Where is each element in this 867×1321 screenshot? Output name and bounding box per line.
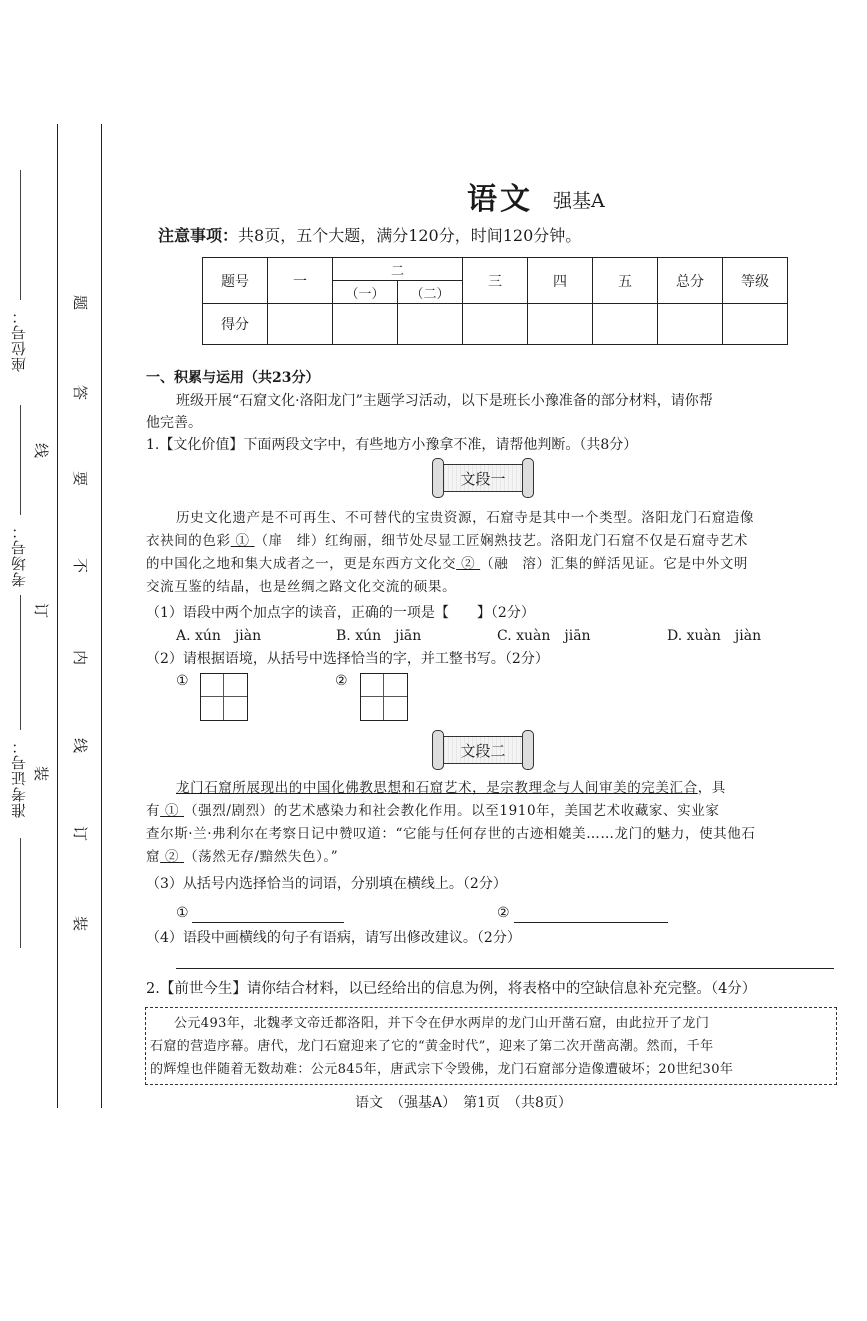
banner-passage-1 [432,458,534,498]
name-field[interactable] [20,838,21,948]
room-label: 考场号： [10,523,28,587]
box-2-label: ② [335,673,348,689]
material-box [145,1007,837,1085]
cut-word-zhuang: 装 [32,765,51,782]
score-head-total: 总分 [658,258,723,304]
writing-box-1[interactable] [200,673,248,721]
warning-char-1: 题 [71,294,90,311]
notice [158,223,581,246]
passage1-line-1: 历史文化遗产是不可再生、不可替代的宝贵资源，石窟寺是其中一个类型。洛阳龙门石窟造像 [176,510,755,526]
score-cell[interactable] [723,304,788,345]
binding-line-left [57,124,58,1108]
material-line-1: 公元493年，北魏孝文帝迁都洛阳，并下令在伊水两岸的龙门山开凿石窟，由此拉开了龙门 [174,1016,710,1031]
question-1-1: （1）语段中两个加点字的读音，正确的一项是【 】（2分） [146,605,535,621]
passage2-line-3: 查尔斯·兰·弗利尔在考察日记中赞叹道：“它能与任何存世的古迹相媲美……龙门的魅力，使其他石 [146,826,756,842]
banner-passage-2 [432,730,534,770]
paper-subtitle: 强基A [553,190,605,212]
score-head-5: 五 [593,258,658,304]
score-cell[interactable] [593,304,658,345]
p2-l4-c: （荡然无存/黯然失色）。” [184,849,339,865]
score-head-grade: 等级 [723,258,788,304]
p1-l2-a: 衣袂间的色彩 [146,533,231,549]
page-footer: 语文 （强基A） 第1页 （共8页） [355,1095,572,1111]
banner-label: 文段二 [460,742,506,760]
paper-title: 语文 [467,182,533,217]
passage1-line-2 [146,530,748,552]
blank-3-marker [160,803,184,819]
p1-l2-c: （扉 绯）红绚丽，细节处尽显工匠娴熟技艺。洛阳龙门石窟不仅是石窟寺艺术 [254,533,749,549]
score-cell[interactable] [658,304,723,345]
blank-2-marker [456,556,480,572]
score-table [202,257,788,345]
blank-4-num: ② [165,849,180,865]
blank-1-num: ① [235,533,250,549]
score-cell[interactable] [333,304,398,345]
warning-char-6: 线 [71,737,90,754]
option-b[interactable]: B. xún jiān [336,628,422,644]
blank-3-num: ① [165,803,180,819]
question-1-4: （4）语段中画横线的句子有语病，请写出修改建议。（2分） [146,930,521,946]
score-head-4: 四 [528,258,593,304]
score-head-1: 一 [268,258,333,304]
answer-line-1-4[interactable] [176,968,834,969]
writing-box-2[interactable] [360,673,408,721]
warning-char-8: 装 [71,915,90,932]
warning-char-4: 不 [71,557,90,574]
p1-l3-c: （融 溶）汇集的鲜活见证。它是中外文明 [480,556,749,572]
notice-text: 共8页，五个大题，满分120分，时间120分钟。 [238,226,582,245]
room-field[interactable] [20,405,21,515]
warning-char-5: 内 [71,649,90,666]
passage2-line-2 [146,800,719,822]
score-cell[interactable] [268,304,333,345]
blank-4-marker [160,849,184,865]
banner-label: 文段一 [460,470,506,488]
intro-line-2: 他完善。 [146,415,202,431]
ticket-field[interactable] [20,595,21,730]
material-line-2: 石窟的营造序幕。唐代，龙门石窟迎来了它的“黄金时代”，迎来了第二次开凿高潮。然而，千年 [150,1039,714,1054]
score-cell[interactable] [398,304,463,345]
passage2-line-4 [146,846,338,868]
p1-l3-a: 的中国化之地和集大成者之一，更是东西方文化交 [146,556,457,572]
fill-line-2[interactable] [514,922,668,923]
box-1-label: ① [176,673,189,689]
option-c[interactable]: C. xuàn jiān [497,628,591,644]
option-d[interactable]: D. xuàn jiàn [667,628,762,644]
score-cell[interactable] [463,304,528,345]
score-head-3: 三 [463,258,528,304]
question-1: 1.【文化价值】下面两段文字中，有些地方小豫拿不准，请帮他判断。（共8分） [146,437,638,453]
score-head-2: 二 [333,258,463,281]
warning-char-2: 答 [71,384,90,401]
p2-l1-b: ，具 [697,780,726,796]
seat-field[interactable] [20,170,21,300]
notice-label: 注意事项： [158,226,239,245]
blank-2-num: ② [461,556,476,572]
section-heading: 一、积累与运用（共23分） [146,370,320,386]
passage2-line-1 [176,777,726,799]
intro-line-1: 班级开展“石窟文化·洛阳龙门”主题学习活动，以下是班长小豫准备的部分材料，请你帮 [176,393,713,409]
cut-word-xian: 线 [32,442,51,459]
passage1-line-3 [146,553,748,575]
passage1-line-4: 交流互鉴的结晶，也是丝绸之路文化交流的硕果。 [146,579,457,595]
fill-1-label: ① [176,905,189,921]
warning-char-3: 要 [71,470,90,487]
question-2: 2.【前世今生】请你结合材料，以已经给出的信息为例，将表格中的空缺信息补充完整。（4分） [146,981,757,997]
blank-1-marker [231,533,255,549]
p2-underlined-sentence: 龙门石窟所展现出的中国化佛教思想和石窟艺术，是宗教理念与人间审美的完美汇合 [176,780,698,796]
question-1-2: （2）请根据语境，从括号中选择恰当的字，并工整书写。（2分） [146,651,549,667]
score-head-2-1: （一） [333,281,398,304]
p2-l4-a: 窟 [146,849,161,865]
material-line-3: 的辉煌也伴随着无数劫难：公元845年，唐武宗下令毁佛，龙门石窟部分造像遭破坏；20世纪30年 [150,1062,734,1077]
score-row-label: 得分 [203,304,268,345]
fill-line-1[interactable] [192,922,344,923]
score-head-2-2: （二） [398,281,463,304]
question-1-3: （3）从括号内选择恰当的词语，分别填在横线上。（2分） [146,876,507,892]
score-head-label: 题号 [203,258,268,304]
p2-l2-c: （强烈/剧烈）的艺术感染力和社会教化作用。以至1910年，美国艺术收藏家、实业家 [184,803,720,819]
score-cell[interactable] [528,304,593,345]
option-a[interactable]: A. xún jiàn [176,628,262,644]
p2-l2-a: 有 [146,803,161,819]
ticket-label: 准考证号： [10,738,28,818]
fill-2-label: ② [497,905,510,921]
seat-label: 座位号： [10,308,28,372]
warning-char-7: 订 [71,825,90,842]
cut-word-ding: 订 [32,602,51,619]
binding-line-right [101,124,102,1108]
